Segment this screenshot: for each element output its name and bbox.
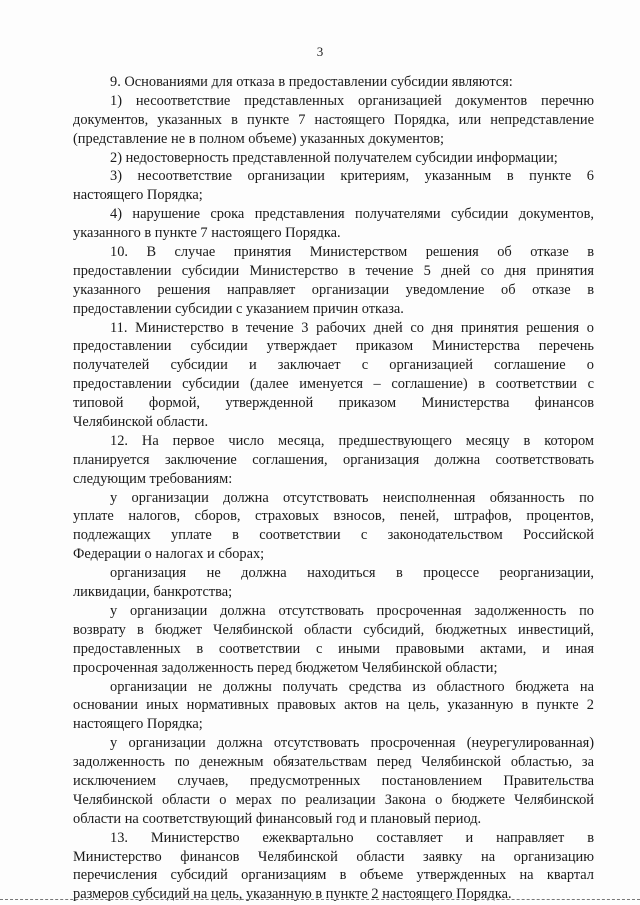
text-line: основании иных нормативных правовых актов на цель, указанную в пункте 2 — [73, 697, 594, 714]
document-body — [73, 73, 594, 904]
text-line: получателей субсидии и заключает с организацией соглашение о — [73, 357, 594, 374]
text-line: (представление не в полном объеме) указанных документов; — [73, 130, 445, 147]
text-line: перечисления субсидий организациям в объеме утвержденных на квартал — [73, 867, 594, 884]
text-line: 13. Министерство ежеквартально составляет и направляет в — [110, 829, 594, 846]
text-line: 3) несоответствие организации критериям, указанным в пункте 6 — [110, 168, 594, 185]
text-line: просроченная задолженность перед бюджетом Челябинской области; — [73, 659, 498, 676]
text-line: исключением случаев, предусмотренных постановлением Правительства — [73, 772, 594, 789]
text-line: размеров субсидий на цель, указанную в пункте 2 настоящего Порядка. — [73, 886, 512, 903]
text-line: 12. На первое число месяца, предшествующего месяцу в котором — [110, 432, 594, 449]
text-line: задолженность по денежным обязательствам перед Челябинской областью, за — [73, 754, 594, 771]
text-line: 1) несоответствие представленных организацией документов перечню — [110, 92, 594, 109]
text-line: организация не должна находиться в процессе реорганизации, — [110, 565, 594, 582]
text-line: 9. Основаниями для отказа в предоставлении субсидии являются: — [110, 74, 513, 90]
text-line: планируется заключение соглашения, организация должна соответствовать — [73, 451, 594, 468]
text-line: предоставлении субсидии утверждает приказом Министерства перечень — [73, 338, 594, 355]
text-line: предоставлении субсидии с указанием причин отказа. — [73, 300, 404, 317]
text-line: Челябинской области о мерах по реализации Закона о бюджете Челябинской — [73, 791, 594, 808]
text-line: возврату в бюджет Челябинской области субсидий, бюджетных инвестиций, — [73, 621, 594, 638]
text-line: подлежащих уплате в соответствии с законодательством Российской — [73, 527, 594, 544]
text-line: типовой формой, утвержденной приказом Министерства финансов — [73, 395, 594, 412]
page-number: 3 — [316, 44, 324, 59]
text-line: Федерации о налогах и сборах; — [73, 546, 265, 563]
text-line: организации не должны получать средства из областного бюджета на — [110, 678, 594, 695]
text-line: у организации должна отсутствовать просроченная задолженность по — [110, 602, 594, 619]
text-line: указанного в пункте 7 настоящего Порядка. — [73, 225, 341, 242]
text-line: 10. В случае принятия Министерством решения об отказе в — [110, 244, 594, 261]
text-line: настоящего Порядка; — [73, 187, 203, 204]
text-line: следующим требованиям: — [73, 470, 233, 487]
text-line: предоставлении субсидии Министерство в течение 5 дней со дня принятия — [73, 262, 594, 279]
text-line: 2) недостоверность представленной получателем субсидии информации; — [110, 149, 558, 166]
text-line: предоставлении субсидии (далее именуется – соглашение) в соответствии с — [73, 376, 594, 393]
text-line: 4) нарушение срока представления получателями субсидии документов, — [110, 206, 594, 223]
text-line: у организации должна отсутствовать неисполненная обязанность по — [110, 489, 594, 506]
text-line: у организации должна отсутствовать просроченная (неурегулированная) — [110, 735, 594, 752]
text-line: 11. Министерство в течение 3 рабочих дней со дня принятия решения о — [110, 319, 594, 336]
text-line: настоящего Порядка; — [73, 716, 203, 733]
text-line: уплате налогов, сборов, страховых взносов, пеней, штрафов, процентов, — [73, 508, 594, 525]
text-line: документов, указанных в пункте 7 настоящего Порядка, или непредставление — [73, 111, 594, 128]
text-line: ликвидации, банкротства; — [73, 584, 233, 601]
text-line: Челябинской области. — [73, 414, 209, 431]
text-line: указанного решения направляет организации уведомление об отказе в — [73, 281, 594, 298]
page-bottom-edge — [0, 899, 640, 900]
text-line: предоставленных в соответствии с иными правовыми актами, и иная — [73, 640, 594, 657]
text-line: области на соответствующий финансовый год и плановый период. — [73, 810, 482, 827]
text-line: Министерство финансов Челябинской области заявку на организацию — [73, 848, 594, 865]
